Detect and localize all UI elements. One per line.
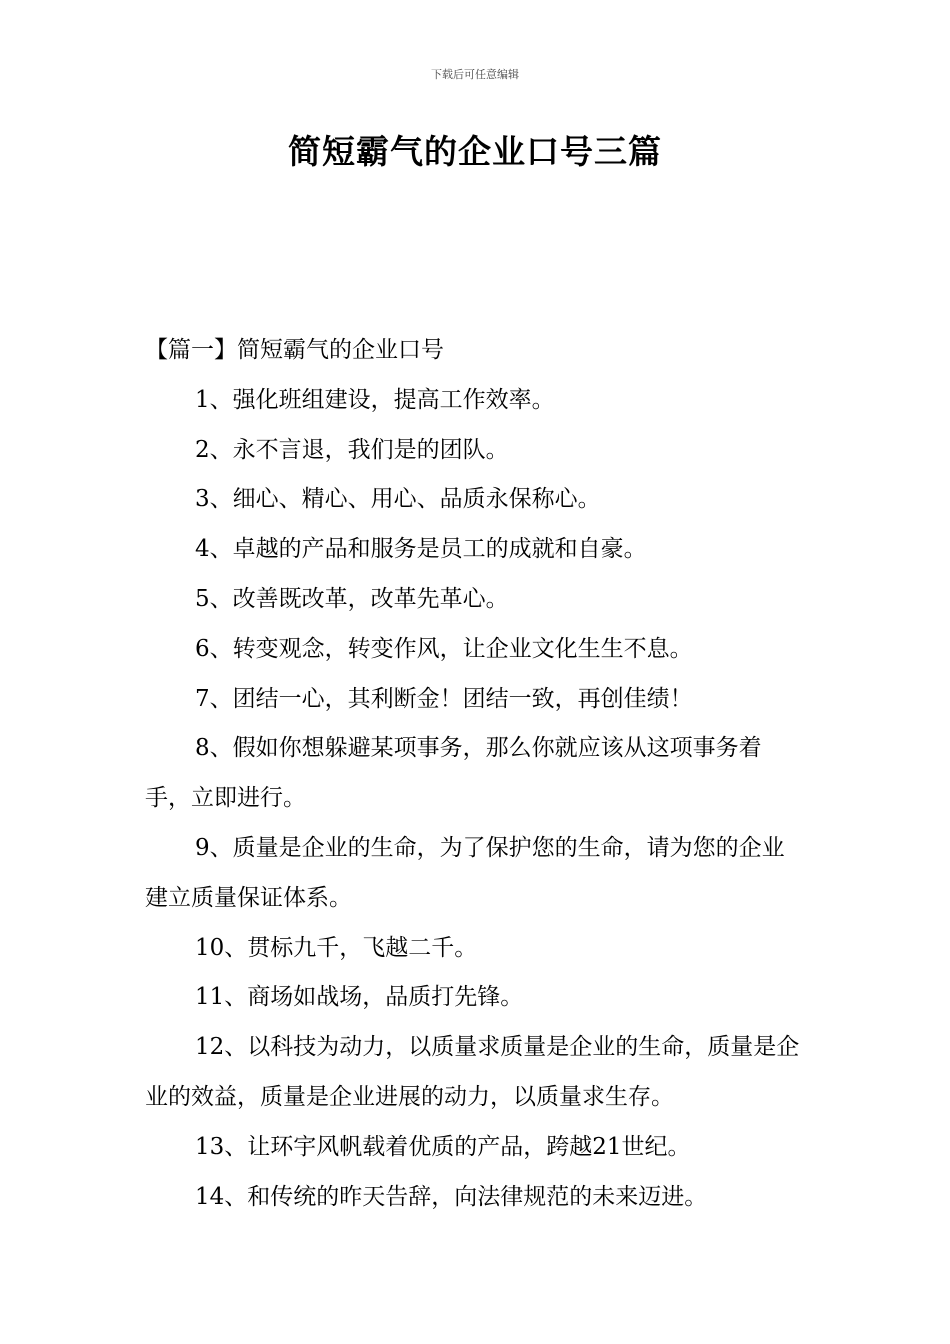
document-body [145, 326, 807, 1222]
slogan-item: 7、团结一心，其利断金！团结一致，再创佳绩！ [195, 685, 693, 712]
slogan-item: 1、强化班组建设，提高工作效率。 [195, 386, 555, 413]
document-title: 简短霸气的企业口号三篇 [288, 132, 662, 171]
slogan-list [145, 376, 807, 1223]
slogan-item: 14、和传统的昨天告辞，向法律规范的未来迈进。 [195, 1183, 708, 1210]
header-note: 下载后可任意编辑 [431, 68, 519, 81]
slogan-item: 12、以科技为动力，以质量求质量是企业的生命，质量是企业的效益，质量是企业进展的动力，以质量求生存。 [145, 1034, 800, 1110]
slogan-item: 3、细心、精心、用心、品质永保称心。 [195, 486, 601, 513]
slogan-item: 10、贯标九千，飞越二千。 [195, 934, 478, 961]
slogan-item: 8、假如你想躲避某项事务，那么你就应该从这项事务着手，立即进行。 [145, 735, 762, 812]
slogan-item: 11、商场如战场，品质打先锋。 [195, 984, 524, 1011]
slogan-item: 4、卓越的产品和服务是员工的成就和自豪。 [195, 536, 647, 563]
slogan-item: 5、改善既改革，改革先革心。 [195, 585, 509, 612]
slogan-item: 13、让环宇风帆载着优质的产品，跨越21世纪。 [195, 1133, 691, 1160]
section-heading: 【篇一】简短霸气的企业口号 [145, 337, 444, 363]
slogan-item: 2、永不言退，我们是的团队。 [195, 436, 509, 463]
slogan-item: 9、质量是企业的生命，为了保护您的生命，请为您的企业建立质量保证体系。 [145, 834, 785, 911]
slogan-item: 6、转变观念，转变作风，让企业文化生生不息。 [195, 635, 693, 662]
